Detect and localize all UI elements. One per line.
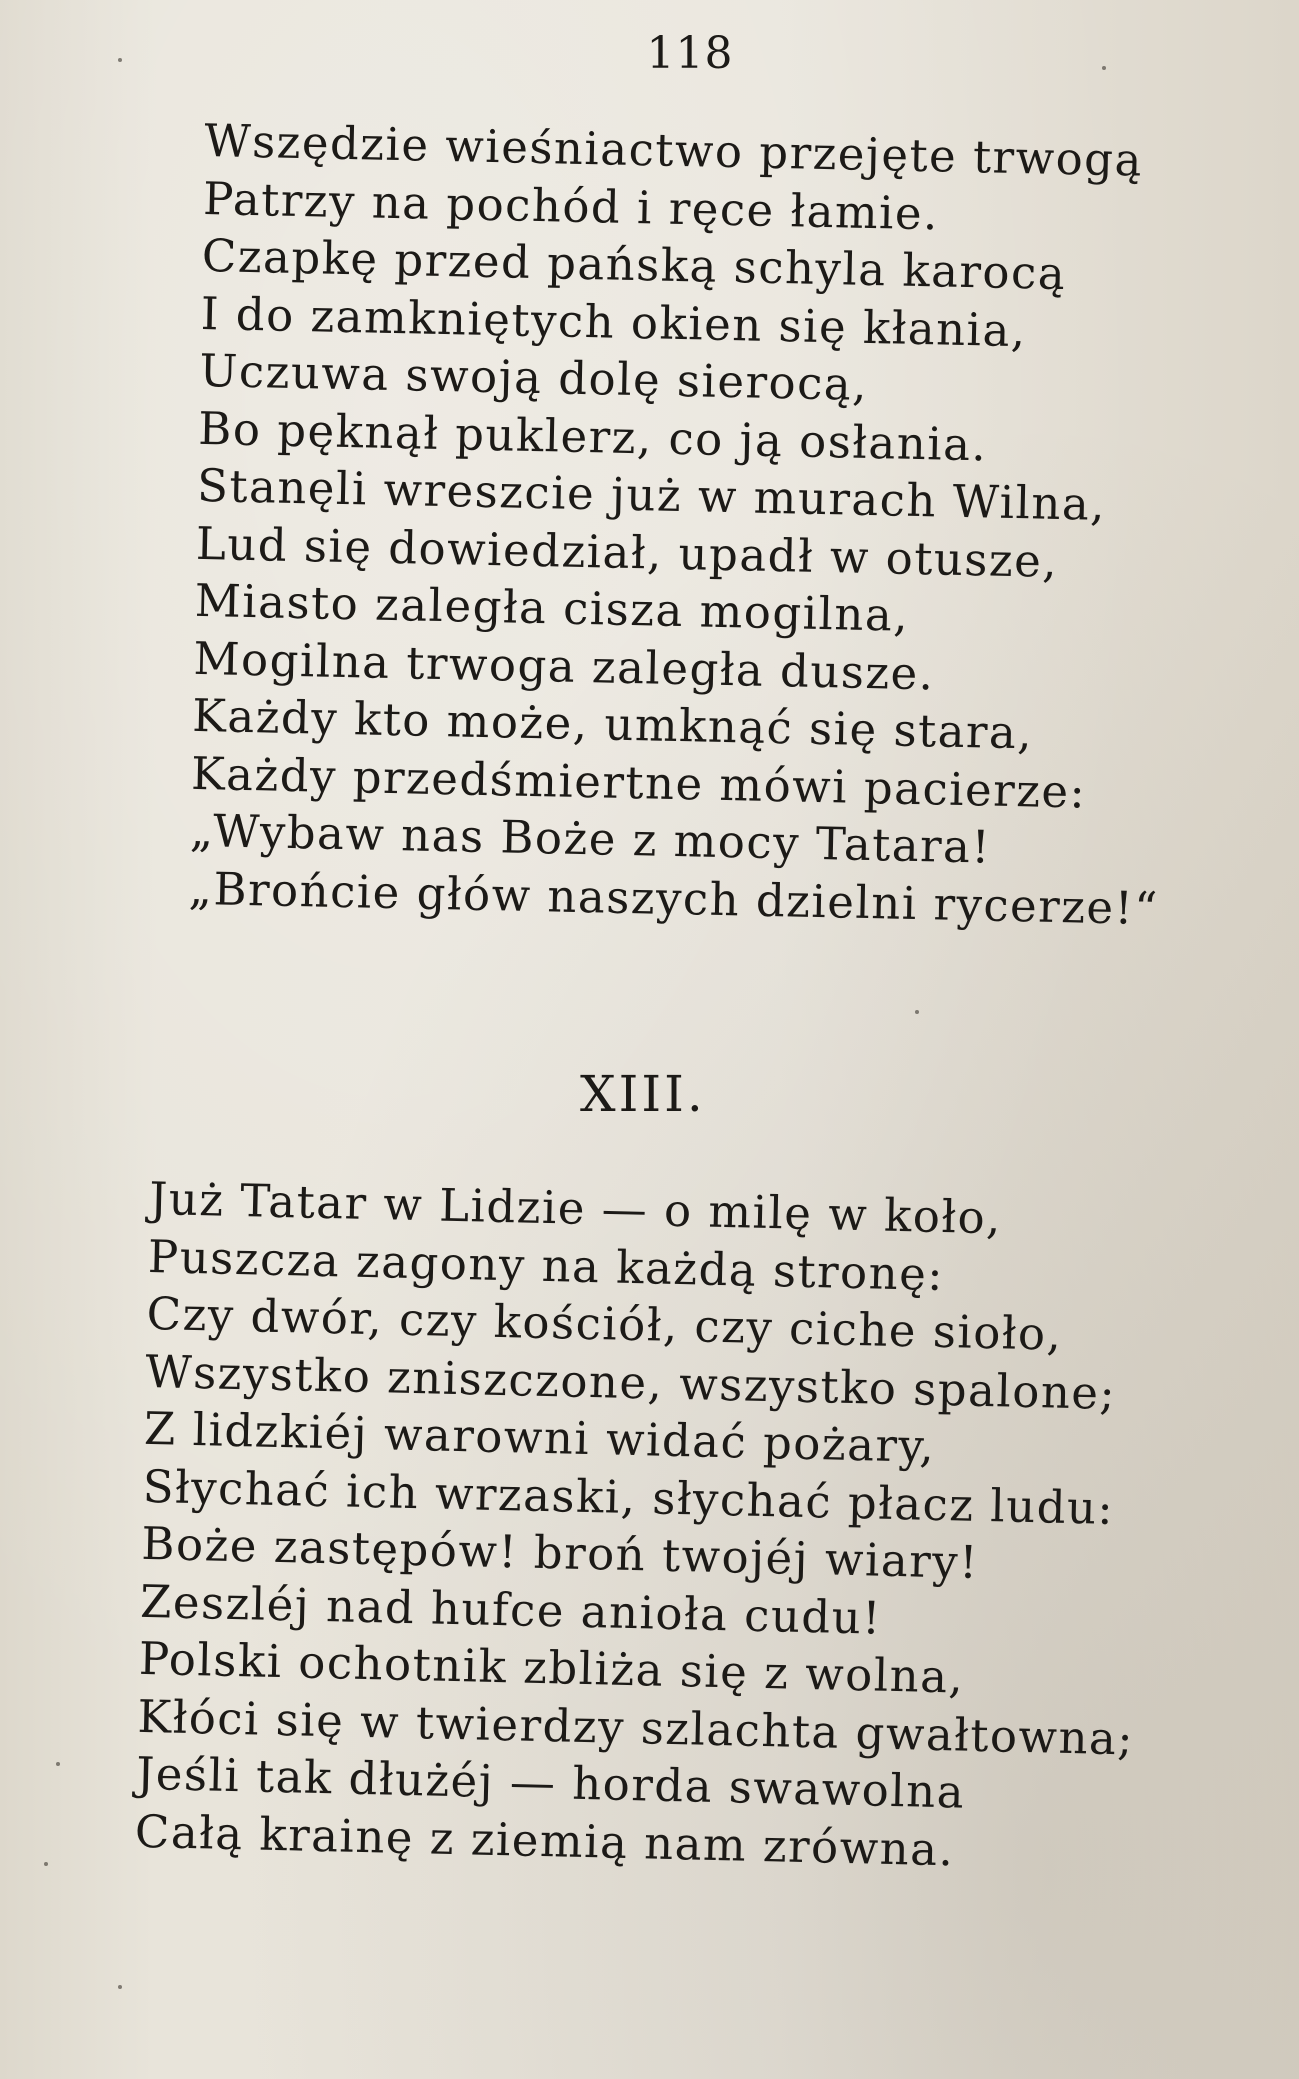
verse-line: Uczuwa swoją dolę sierocą, <box>199 343 869 411</box>
verse-line: I do zamkniętych okien się kłania, <box>200 286 1028 357</box>
paper-speck <box>56 1762 60 1766</box>
verse-line: Mogilna trwoga zaległa dusze. <box>193 631 936 700</box>
verse-line: Zeszléj nad hufce anioła cudu! <box>139 1574 883 1645</box>
verse-line: Wszędzie wieśniactwo przejęte trwogą <box>203 113 1144 187</box>
verse-line: Czapkę przed pańską schyla karocą <box>201 228 1067 301</box>
stanza-bottom <box>134 1170 1146 1882</box>
verse-line: Kłóci się w twierdzy szlachta gwałtowna; <box>137 1689 1135 1765</box>
verse-line: Boże zastępów! broń twojéj wiary! <box>140 1516 980 1589</box>
verse-line: Słychać ich wrzaski, słychać płacz ludu: <box>142 1459 1115 1535</box>
verse-line: Czy dwór, czy kościół, czy ciche sioło, <box>146 1286 1063 1361</box>
paper-speck <box>118 58 122 62</box>
section-heading: XIII. <box>580 1065 706 1123</box>
paper-speck <box>118 1985 122 1989</box>
verse-line: Z lidzkiéj warowni widać pożary, <box>143 1401 936 1473</box>
verse-line: Bo pęknął puklerz, co ją osłania. <box>197 401 988 471</box>
verse-line: Miasto zaległa cisza mogilna, <box>194 573 910 642</box>
verse-line: Całą krainę z ziemią nam zrówna. <box>134 1804 955 1876</box>
verse-line: Każdy przedśmiertne mówi pacierze: <box>190 746 1087 819</box>
verse-line: Jeśli tak dłużéj — horda swawolna <box>135 1746 966 1819</box>
paper-speck <box>44 1862 48 1866</box>
verse-line: Puszcza zagony na każdą stronę: <box>147 1229 945 1301</box>
verse-line: „Wybaw nas Boże z mocy Tatara! <box>189 803 992 874</box>
paper-speck <box>915 1010 919 1014</box>
verse-line: Lud się dowiedział, upadł w otusze, <box>195 516 1059 588</box>
verse-line: Każdy kto może, umknąć się stara, <box>191 688 1034 760</box>
page-number: 118 <box>646 28 734 79</box>
verse-line: Patrzy na pochód i ręce łamie. <box>202 171 940 240</box>
verse-line: Polski ochotnik zbliża się z wolna, <box>138 1631 965 1704</box>
verse-line: „Brońcie głów naszych dzielni rycerze!“ <box>188 861 1160 935</box>
verse-line: Wszystko zniszczone, wszystko spalone; <box>144 1344 1117 1420</box>
verse-line: Stanęli wreszcie już w murach Wilna, <box>196 458 1107 531</box>
paper-speck <box>1102 66 1106 70</box>
stanza-top <box>188 112 1175 937</box>
verse-line: Już Tatar w Lidzie — o milę w koło, <box>148 1171 1003 1245</box>
